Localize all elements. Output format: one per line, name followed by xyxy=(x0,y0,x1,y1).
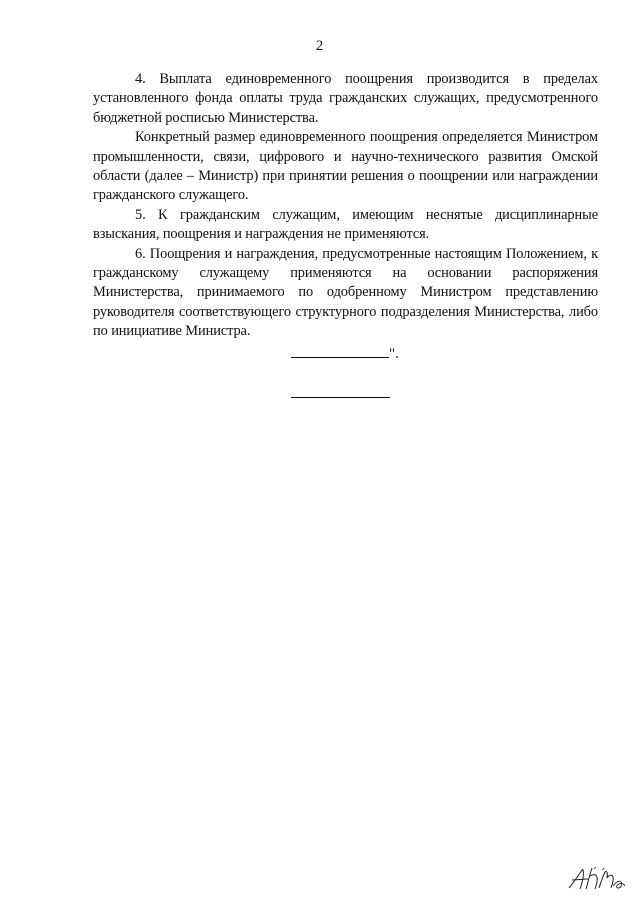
handwritten-initials-icon xyxy=(566,858,626,896)
end-of-document-rule xyxy=(291,397,390,398)
page-number: 2 xyxy=(315,38,324,54)
paragraph-5-disciplinary: 5. К гражданским служащим, имеющим неснятые дисциплинарные взыскания, поощрения и награждения не применяются. xyxy=(93,206,598,243)
paragraph-amount: Конкретный размер единовременного поощрения определяется Министром промышленности, связи, цифрового и научно-технического развития Омской области (далее – Министр) при принятии решения о поощрении или награждении гражданского служащего. xyxy=(93,129,598,204)
closing-quote-mark: ". xyxy=(389,346,399,362)
document-body xyxy=(93,70,598,342)
closing-line xyxy=(291,345,399,363)
paragraph-6-application: 6. Поощрения и награждения, предусмотренные настоящим Положением, к гражданскому служащему применяются на основании распоряжения Министерства, принимаемого по одобренному Министром представлению руководителя соответствующего структурного подразделения Министерства, либо по инициативе Министра. xyxy=(93,245,598,340)
paragraph-4-payment: 4. Выплата единовременного поощрения производится в пределах установленного фонда оплаты труда гражданских служащих, предусмотренного бюджетной росписью Министерства. xyxy=(93,71,598,126)
closing-underline xyxy=(291,345,389,358)
